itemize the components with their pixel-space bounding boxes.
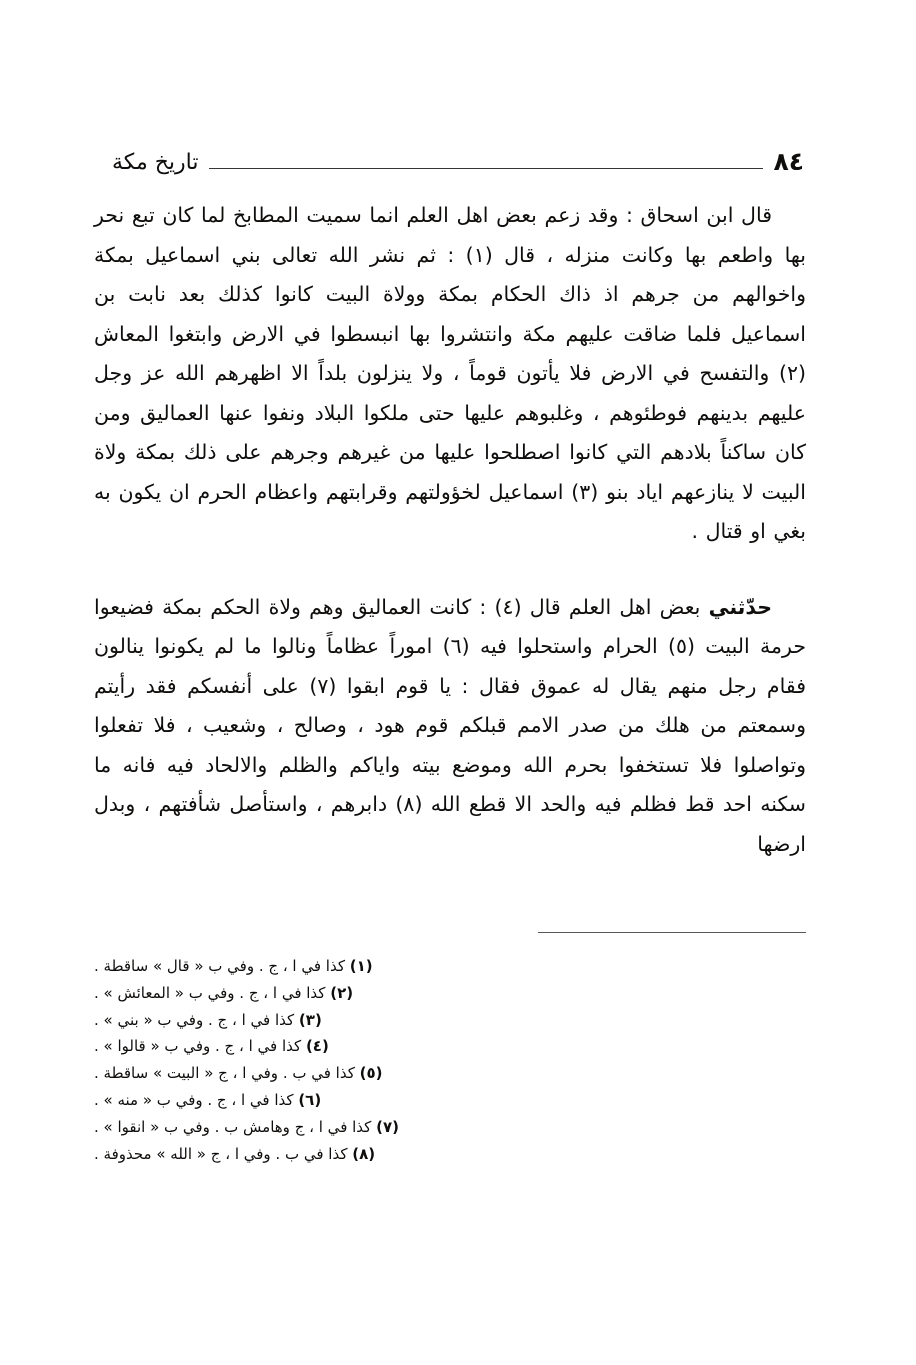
footnote-item	[94, 1087, 806, 1114]
running-head	[112, 142, 804, 176]
footnote-marker: (٣)	[298, 1010, 322, 1029]
footnote-item	[94, 1114, 806, 1141]
footnote-item	[94, 1033, 806, 1060]
body-text	[94, 196, 806, 864]
footnote-text: كذا في ب . وفي ا ، ج « البيت » ساقطة .	[94, 1064, 355, 1083]
footnote-separator-rule	[538, 932, 806, 933]
page-number: ٨٤	[773, 147, 804, 176]
footnote-marker: (٥)	[359, 1064, 383, 1083]
paragraph-2	[94, 588, 806, 865]
footnote-item	[94, 1141, 806, 1168]
footnote-marker: (٨)	[352, 1144, 376, 1163]
footnote-text: كذا في ا ، ج . وفي ب « قال » ساقطة .	[94, 957, 345, 975]
footnote-text: كذا في ا ، ج . وفي ب « بني » .	[94, 1010, 295, 1029]
footnote-item	[94, 980, 806, 1007]
footnote-marker: (٢)	[330, 983, 354, 1002]
footnote-marker: (٦)	[298, 1090, 322, 1109]
footnote-text: كذا في ا ، ج وهامش ب . وفي ب « انقوا » .	[94, 1117, 372, 1136]
footnote-list	[94, 953, 806, 1167]
footnote-item	[94, 1007, 806, 1034]
footnote-text: كذا في ا ، ج . وفي ب « منه » .	[94, 1090, 294, 1109]
footnote-text: كذا في ب . وفي ا ، ج « الله » محذوفة .	[94, 1144, 348, 1163]
footnote-marker: (٤)	[305, 1037, 329, 1056]
paragraph-1-text: قال ابن اسحاق : وقد زعم بعض اهل العلم انما سميت المطابخ لما كان تبع نحر بها واطعم بها وكانت منزله ، قال (١) : ثم نشر الله تعالى بني اسماعيل بمكة واخوالهم من جرهم اذ ذاك الحكام بمكة وولاة البيت كانوا كذلك بعد نابت بن اسماعيل فلما ضاقت عليهم مكة وانتشروا بها انبسطوا في الارض وابتغوا المعاش (٢) والتفسح في الارض فلا يأتون قوماً ، ولا ينزلون بلداً الا اظهرهم الله عز وجل عليهم بدينهم فوطئوهم ، وغلبوهم عليها حتى ملكوا البلاد ونفوا عنها العماليق ومن كان ساكناً بلادهم التي كانوا اصطلحوا عليها من غيرهم وجرهم على ذلك بمكة ولاة البيت لا ينازعهم اياد بنو (٣) اسماعيل لخؤولتهم وقرابتهم واعظام الحرم ان يكون به بغي او قتال .	[94, 203, 806, 543]
footnote-marker: (١)	[349, 957, 373, 975]
footnote-item	[94, 953, 806, 980]
footnote-area	[94, 932, 806, 1167]
paragraph-1	[94, 196, 806, 552]
book-title: تاريخ مكة	[112, 150, 199, 175]
footnote-item	[94, 1060, 806, 1087]
footnote-text: كذا في ا ، ج . وفي ب « قالوا » .	[94, 1037, 302, 1056]
footnote-marker: (٧)	[376, 1117, 399, 1136]
footnote-text: كذا في ا ، ج . وفي ب « المعائش » .	[94, 983, 326, 1002]
paragraph-2-text: بعض اهل العلم قال (٤) : كانت العماليق وهم ولاة الحكم بمكة فضيعوا حرمة البيت (٥) الحرام واستحلوا فيه (٦) اموراً عظاماً ونالوا ما لم يكونوا ينالون فقام رجل منهم يقال له عموق فقال : يا قوم ابقوا (٧) على أنفسكم فقد رأيتم وسمعتم من هلك من صدر الامم قبلكم قوم هود ، وصالح ، وشعيب ، فلا تفعلوا وتواصلوا فلا تستخفوا بحرم الله وموضع بيته واياكم والظلم والالحاد فيه فانه ما سكنه احد قط فظلم فيه والحد الا قطع الله (٨) دابرهم ، واستأصل شأفتهم ، وبدل ارضها	[94, 594, 806, 856]
header-divider-rule	[209, 168, 764, 169]
paragraph-2-lead-word: حدّثني	[708, 594, 772, 619]
